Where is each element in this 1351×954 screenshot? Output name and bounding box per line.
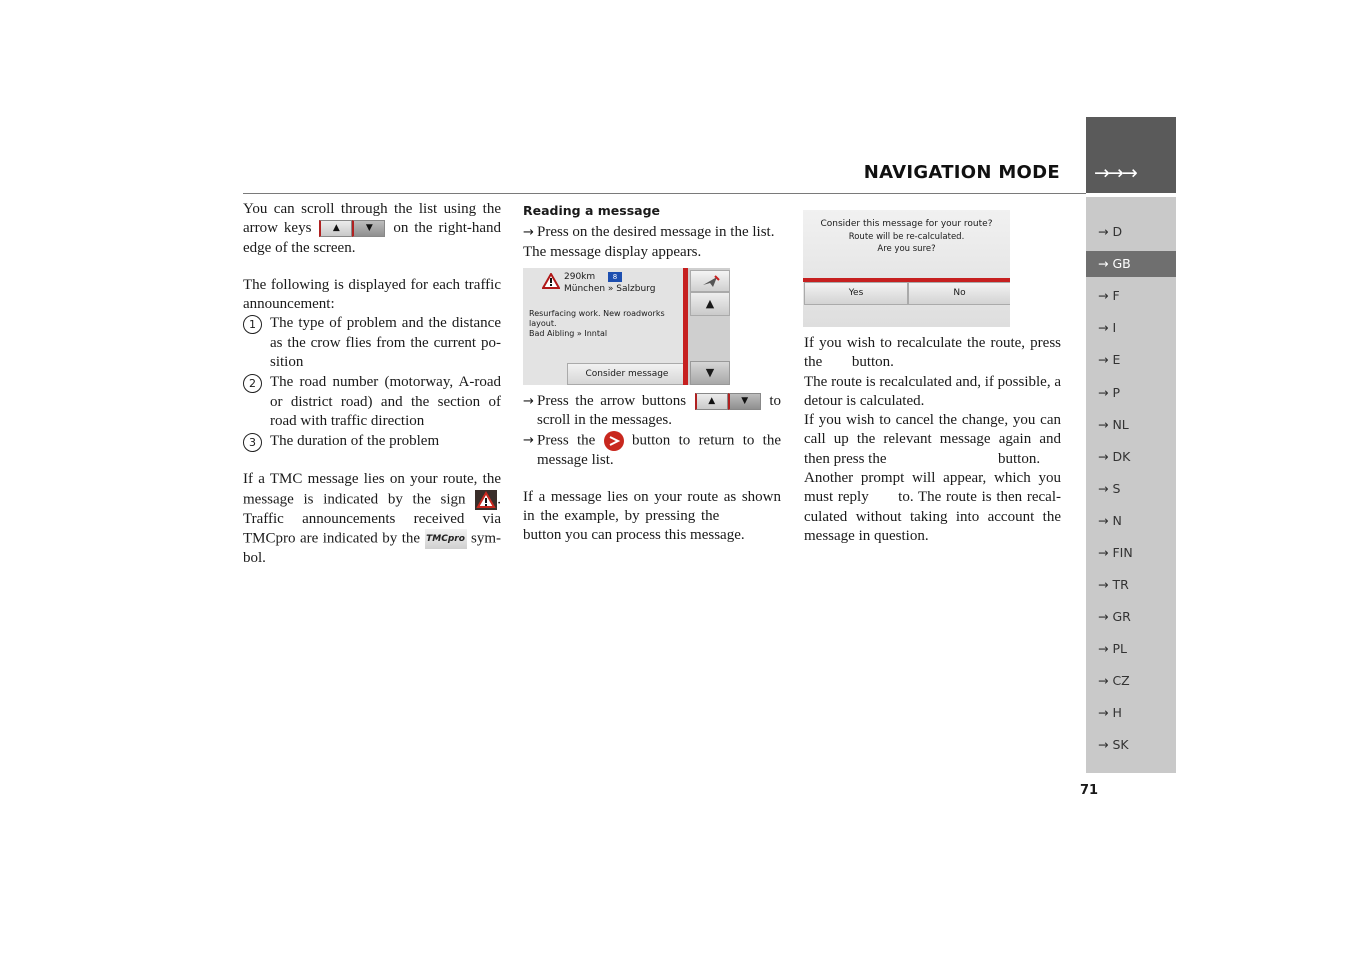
tmcpro-logo-icon: TMCpro xyxy=(425,529,467,549)
yes-button[interactable]: Yes xyxy=(804,282,908,305)
step-1 xyxy=(523,223,781,242)
message-display-screen xyxy=(523,268,730,385)
lang-item-d[interactable]: → D xyxy=(1098,224,1123,239)
no-button[interactable]: No xyxy=(908,282,1010,305)
number-badge: 2 xyxy=(243,374,262,393)
prompt-text-b: to. The route is then recal-culated without taking into account the message in question. xyxy=(804,489,1061,544)
prompt-line-1: Consider this message for your route? xyxy=(820,219,993,229)
step-1-text: Press on the desired message in the list. xyxy=(537,224,775,241)
recalc-text-b: button. xyxy=(851,354,894,371)
route-text-b: button you can process this message. xyxy=(523,527,745,544)
distance-label: 290km xyxy=(564,272,596,282)
lang-item-tr[interactable]: → TR xyxy=(1098,577,1129,592)
section-heading: Reading a message xyxy=(523,203,660,218)
arrow-icon: → xyxy=(523,432,534,448)
list-item xyxy=(243,314,501,372)
page-title: NAVIGATION MODE xyxy=(863,162,1060,183)
lang-item-cz[interactable]: → CZ xyxy=(1098,673,1130,688)
scroll-text-a: You can scroll through the list using the arrow keys xyxy=(243,201,501,237)
step-2 xyxy=(523,392,781,431)
scroll-paragraph xyxy=(243,200,501,258)
description-label: Resurfacing work. New roadworks layout. xyxy=(529,309,665,328)
column-3 xyxy=(804,334,1061,546)
column-2 xyxy=(523,201,781,262)
back-to-list-icon xyxy=(604,431,624,451)
lang-item-p[interactable]: → P xyxy=(1098,385,1120,400)
route-paragraph xyxy=(523,488,781,546)
back-button[interactable] xyxy=(690,270,730,292)
cancel-text-b: button. xyxy=(997,450,1041,467)
cancel-text-a: If you wish to cancel the change, you can call up the relevant message again and then press the xyxy=(804,412,1061,467)
lang-item-f[interactable]: → F xyxy=(1098,288,1120,303)
step-2-text-b: to scroll in the messages. xyxy=(537,393,782,429)
lang-item-gb[interactable]: → GB xyxy=(1086,251,1176,277)
down-key: ▼ xyxy=(728,393,761,410)
detour-paragraph: The route is recalculated and, if possible, a detour is calculated. xyxy=(804,373,1061,409)
list-item-text: The road number (motorway, A-road or district road) and the section of road with traffic direction xyxy=(270,374,501,429)
tmcpro-text-a: Traffic announcements received via TMCpro are indicated by the xyxy=(243,510,501,547)
lang-item-dk[interactable]: → DK xyxy=(1098,449,1131,464)
page-number: 71 xyxy=(1080,783,1099,798)
recalc-text-a: If you wish to recalculate the route, press the xyxy=(804,335,1061,371)
step-1-result: The message display appears. xyxy=(523,243,702,260)
list-item xyxy=(243,432,501,452)
scroll-text-b: on the right-hand edge of the screen. xyxy=(243,220,502,256)
step-3 xyxy=(523,431,781,470)
arrow-keys xyxy=(319,220,385,237)
recalculate-prompt-screen xyxy=(803,210,1010,327)
scroll-up-button[interactable]: ▲ xyxy=(690,292,730,316)
language-sidebar xyxy=(1086,197,1176,773)
lang-item-i[interactable]: → I xyxy=(1098,320,1117,335)
tmcpro-text-b: sym-bol. xyxy=(243,530,501,566)
arrow-icon: → xyxy=(523,394,534,409)
route-text-a: If a message lies on your route as shown in the example, by pressing the xyxy=(523,488,781,525)
header-divider xyxy=(243,193,1086,194)
lang-item-nl[interactable]: → NL xyxy=(1098,417,1129,432)
column-2-lower xyxy=(523,392,781,546)
cancel-paragraph xyxy=(804,411,1061,469)
tmc-text-b: . xyxy=(497,491,501,507)
consider-message-button[interactable]: Consider message xyxy=(567,363,687,385)
step-3-text-a: Press the xyxy=(537,432,596,449)
warning-triangle-icon xyxy=(475,490,497,510)
road-number-badge: 8 xyxy=(608,272,622,282)
navigation-arrow-icon xyxy=(691,271,729,291)
lang-item-s[interactable]: → S xyxy=(1098,481,1121,496)
chapter-arrows: →→→ xyxy=(1094,162,1136,184)
up-key: ▲ xyxy=(695,393,728,410)
lang-item-n[interactable]: → N xyxy=(1098,513,1122,528)
section-label: München » Salzburg xyxy=(564,284,656,294)
lang-item-e[interactable]: → E xyxy=(1098,352,1121,367)
list-item-text: The duration of the problem xyxy=(270,433,440,450)
prompt-line-3: Are you sure? xyxy=(877,244,936,254)
lang-item-fin[interactable]: → FIN xyxy=(1098,545,1133,560)
list-item-text: The type of problem and the distance as the crow flies from the current po-sition xyxy=(270,315,501,371)
scroll-down-button[interactable]: ▼ xyxy=(690,361,730,385)
following-text: The following is displayed for each traffic announcement: xyxy=(243,276,501,313)
column-1 xyxy=(243,200,501,568)
tmc-paragraph xyxy=(243,470,501,568)
step-3-text-b: button to return to the message list. xyxy=(537,432,781,468)
arrow-keys xyxy=(695,393,761,410)
step-2-text-a: Press the arrow buttons xyxy=(537,393,687,409)
recalculate-paragraph xyxy=(804,334,1061,373)
arrow-icon: → xyxy=(523,225,534,241)
list-item xyxy=(243,373,501,431)
prompt-line-2: Route will be re-calculated. xyxy=(848,232,965,242)
number-badge: 1 xyxy=(243,315,262,334)
warning-triangle-icon xyxy=(542,273,560,289)
prompt-text-a: Another prompt will appear, which you must reply xyxy=(804,470,1061,506)
tmc-text-a: If a TMC message lies on your route, the message is indicated by the sign xyxy=(243,471,501,507)
lang-item-pl[interactable]: → PL xyxy=(1098,641,1127,656)
lang-item-gr[interactable]: → GR xyxy=(1098,609,1131,624)
area-label: Bad Aibling » Inntal xyxy=(529,329,608,338)
up-key: ▲ xyxy=(319,220,352,237)
prompt-paragraph xyxy=(804,469,1061,546)
lang-item-h[interactable]: → H xyxy=(1098,705,1122,720)
down-key: ▼ xyxy=(352,220,385,237)
lang-item-sk[interactable]: → SK xyxy=(1098,737,1129,752)
number-badge: 3 xyxy=(243,433,262,452)
